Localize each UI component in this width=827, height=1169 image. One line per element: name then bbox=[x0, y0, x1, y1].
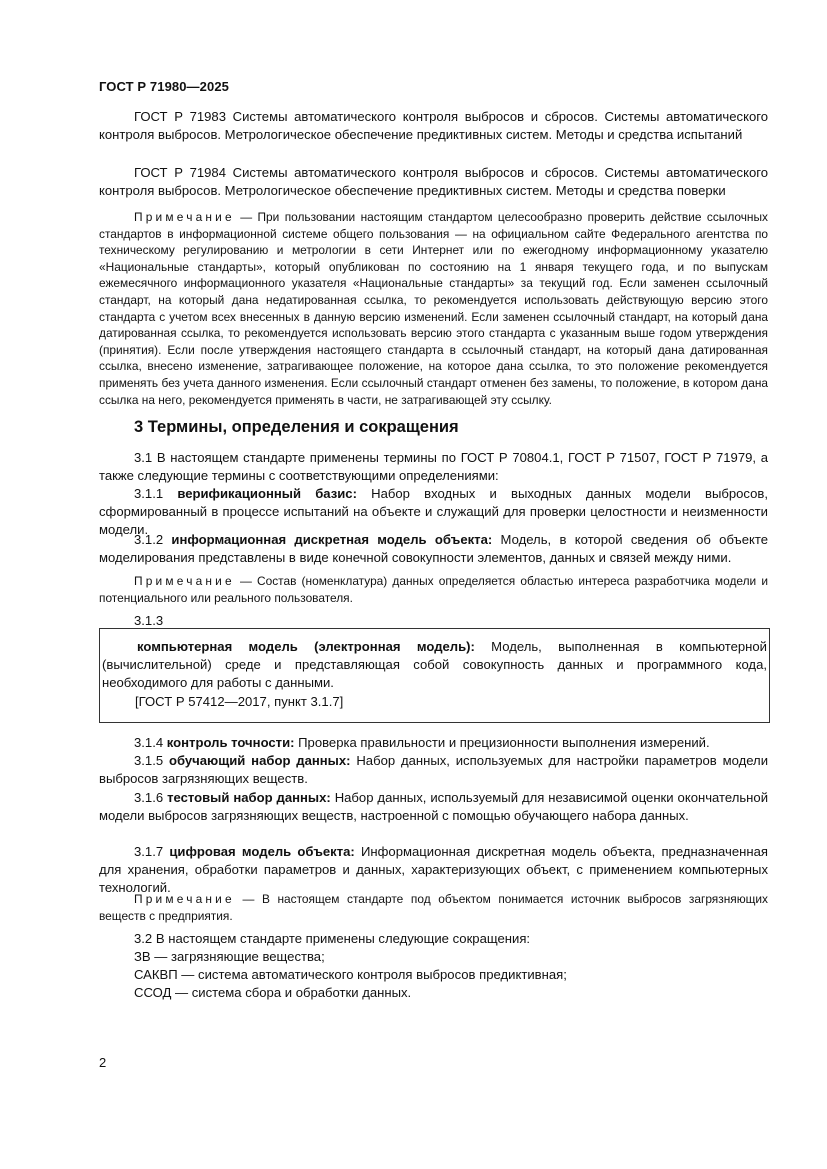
term-definition: Набор данных, используемых для настройки параметров модели выбросов загрязняющих веществ. bbox=[99, 753, 769, 787]
term-number: 3.1.2 bbox=[134, 532, 172, 547]
document-header: ГОСТ Р 71980—2025 bbox=[99, 79, 229, 94]
clause-3-1: 3.1 В настоящем стандарте применены термины по ГОСТ Р 70804.1, ГОСТ Р 71507, ГОСТ Р 71979, а также следующие термины с соответствующими определениями: bbox=[99, 450, 768, 484]
term-definition: Информационная дискретная модель объекта, предназначенная для хранения, обработки параметров и данных, характеризующих объект, с применением компьютерных технологий. bbox=[99, 844, 768, 896]
note-text: — При пользовании настоящим стандартом целесообразно проверить действие ссылочных стандартов в информационной системе общего пользования — на официальном сайте Федерального агентства по техническому регулированию и метрологии в сети Интернет или по ежегодному информационному указателю «Национальные стандарты», который опубликован по состоянию на 1 января текущего года, и по выпускам ежемесячного информационного указателя «Национальные стандарты» за текущий год. Если заменен ссылочный стандарт, на который дана недатированная ссылка, то рекомендуется использовать действующую версию этого стандарта с учетом всех внесенных в данную версию изменений. Если заменен ссылочный стандарт, на который дана датированная ссылка, то рекомендуется использовать версию этого стандарта с указанным выше годом утверждения (принятия). Если после утверждения настоящего стандарта в ссылочный стандарт, на который дана датированная ссылка, внесено изменение, затрагивающее положение, на которое дана ссылка, то это положение рекомендуется применять без учета данного изменения. Если ссылочный стандарт отменен без замены, то положение, в котором дана ссылка на него, рекомендуется применять в части, не затрагивающей эту ссылку. bbox=[99, 210, 768, 407]
note-text: — Состав (номенклатура) данных определяется областью интереса разработчика модели и потенциального или реального пользователя. bbox=[99, 574, 768, 605]
abbreviation-list bbox=[99, 948, 768, 1003]
note-term-3-1-2 bbox=[99, 573, 768, 606]
term-number: 3.1.4 bbox=[134, 735, 167, 750]
term-name: тестовый набор данных: bbox=[167, 790, 331, 805]
term-definition: Проверка правильности и прецизионности выполнения измерений. bbox=[294, 735, 710, 750]
abbreviation-item: САКВП — система автоматического контроля выбросов предиктивная; bbox=[134, 967, 567, 983]
note-label: Примечание bbox=[134, 574, 235, 588]
term-definition: Модель, выполненная в компьютерной (вычислительной) среде и представляющая собой совокупность данных и программного кода, необходимого для работы с данными. bbox=[102, 639, 767, 691]
term-number: 3.1.5 bbox=[134, 753, 169, 768]
clause-3-2: 3.2 В настоящем стандарте применены следующие сокращения: bbox=[134, 931, 531, 946]
reference-gost-71984: ГОСТ Р 71984 Системы автоматического контроля выбросов и сбросов. Системы автоматического контроля выбросов. Метрологическое обеспечение предиктивных систем. Методы и средства поверки bbox=[99, 165, 768, 199]
reference-gost-71983: ГОСТ Р 71983 Системы автоматического контроля выбросов и сбросов. Системы автоматического контроля выбросов. Метрологическое обеспечение предиктивных систем. Методы и средства испытаний bbox=[99, 109, 768, 143]
term-name: верификационный базис: bbox=[177, 486, 357, 501]
term-definition: Набор данных, используемый для независимой оценки окончательной модели выбросов загрязняющих веществ, настроенной с помощью обучающего набора данных. bbox=[99, 790, 769, 824]
term-number: 3.1.7 bbox=[134, 844, 170, 859]
term-3-1-2 bbox=[99, 531, 768, 567]
note-text: — В настоящем стандарте под объектом понимается источник выбросов загрязняющих веществ с предприятия. bbox=[99, 892, 768, 923]
term-3-1-6 bbox=[99, 789, 768, 825]
term-name: контроль точности: bbox=[166, 735, 295, 750]
note-normative-references bbox=[99, 209, 768, 408]
term-definition: Набор входных и выходных данных модели выбросов, сформированный в процессе испытаний на объекте и служащий для проверки целостности и неизменности модели. bbox=[99, 486, 768, 538]
note-label: Примечание bbox=[134, 210, 235, 224]
term-name: цифровая модель объекта: bbox=[169, 844, 355, 859]
term-source: [ГОСТ Р 57412—2017, пункт 3.1.7] bbox=[135, 693, 344, 709]
term-number: 3.1.1 bbox=[134, 486, 178, 501]
term-3-1-3 bbox=[100, 638, 769, 693]
term-name: обучающий набор данных: bbox=[168, 753, 351, 768]
term-number: 3.1.6 bbox=[134, 790, 168, 805]
term-name: информационная дискретная модель объекта: bbox=[171, 532, 493, 547]
page-number: 2 bbox=[99, 1055, 107, 1070]
note-term-3-1-7 bbox=[99, 891, 768, 924]
term-3-1-7 bbox=[99, 843, 768, 898]
term-3-1-4 bbox=[99, 734, 768, 752]
term-3-1-3-number: 3.1.3 bbox=[134, 613, 164, 628]
term-3-1-3-box bbox=[99, 628, 770, 723]
term-name: компьютерная модель (электронная модель): bbox=[137, 639, 475, 654]
term-definition: Модель, в которой сведения об объекте моделирования представлены в виде конечной совокупности элементов, данных и связей между ними. bbox=[99, 532, 768, 566]
abbreviation-item: ССОД — система сбора и обработки данных. bbox=[134, 985, 412, 1001]
section-title: 3 Термины, определения и сокращения bbox=[134, 418, 459, 436]
abbreviation-item: ЗВ — загрязняющие вещества; bbox=[134, 949, 325, 964]
term-3-1-5 bbox=[99, 752, 768, 788]
note-label: Примечание bbox=[134, 892, 235, 906]
